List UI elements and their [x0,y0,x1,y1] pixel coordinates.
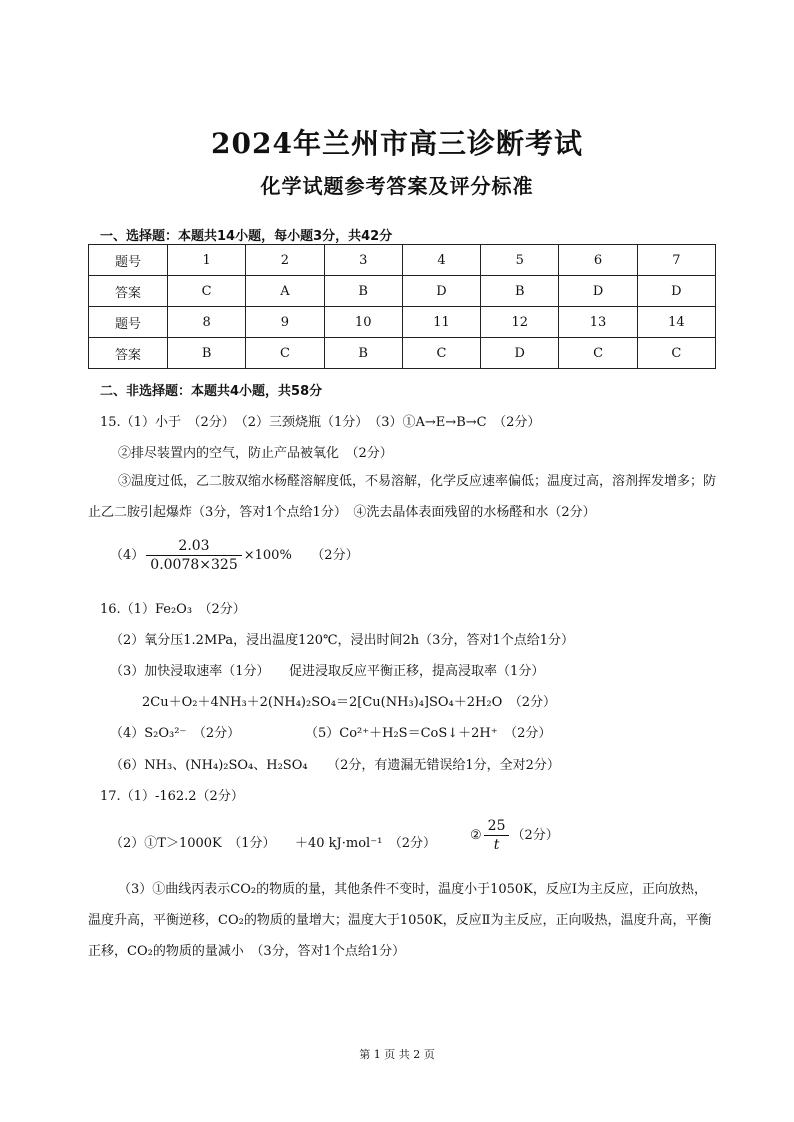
table-cell: B [481,276,559,307]
table-cell: 答案 [89,338,168,369]
table-cell: 2 [246,245,324,276]
q16-line4: 2Cu＋O₂＋4NH₃＋2(NH₄)₂SO₄＝2[Cu(NH₃)₄]SO₄＋2H₂O （2分） [142,695,557,710]
page-subtitle: 化学试题参考答案及评分标准 [260,174,534,198]
q16-line3: （3）加快浸取速率（1分） 促进浸取反应平衡正移，提高浸取率（1分） [110,664,545,679]
fraction-denominator: t [493,837,500,853]
q17-line2a: （2）①T＞1000K （1分） ＋40 kJ·mol⁻¹ （2分） [110,836,437,851]
table-cell: C [637,338,715,369]
table-cell: A [246,276,324,307]
fraction [146,538,241,573]
table-cell: 5 [481,245,559,276]
table-row [89,307,716,338]
table-cell: C [402,338,480,369]
table-cell: 题号 [89,245,168,276]
section1-heading: 一、选择题：本题共14小题，每小题3分，共42分 [100,229,393,244]
q15-line4-prefix: （4） [110,548,145,563]
table-cell: 7 [637,245,715,276]
table-cell: C [559,338,637,369]
q15-line3: ③温度过低，乙二胺双缩水杨醛溶解度低，不易溶解，化学反应速率偏低；温度过高，溶剂挥发增多；防止乙二胺引起爆炸（3分，答对1个点给1分） ④洗去晶体表面残留的水杨醛和水（2分） [88,474,717,520]
table-cell: B [324,338,402,369]
q16-line6: （6）NH₃、(NH₄)₂SO₄、H₂SO₄ （2分，有遗漏无错误给1分，全对2分） [110,758,560,773]
q17-line1: 17.（1）-162.2（2分） [100,789,244,804]
q17-line2b [470,818,559,853]
table-cell: 10 [324,307,402,338]
q16-line1: 16.（1）Fe₂O₃ （2分） [100,602,246,617]
q17-line2b-suffix: （2分） [511,828,559,843]
section2-heading: 二、非选择题：本题共4小题，共58分 [100,384,323,399]
table-cell: 8 [168,307,246,338]
table-cell: 6 [559,245,637,276]
table-row [89,276,716,307]
table-cell: D [559,276,637,307]
page-footer: 第 1 页 共 2 页 [359,1048,435,1061]
table-cell: B [324,276,402,307]
table-cell: 13 [559,307,637,338]
table-cell: 4 [402,245,480,276]
table-cell: C [246,338,324,369]
table-cell: 12 [481,307,559,338]
answer-table [88,244,716,369]
table-cell: C [168,276,246,307]
table-cell: 11 [402,307,480,338]
table-cell: 1 [168,245,246,276]
table-row [89,245,716,276]
table-cell: 题号 [89,307,168,338]
q15-line4-suffix: ×100% （2分） [243,548,359,563]
fraction [484,818,510,853]
q15-line1: 15.（1）小于 （2分） （2）三颈烧瓶（1分） （3）①A→E→B→C （2分） [100,415,541,430]
q16-line5b: （5）Co²⁺＋H₂S＝CoS↓＋2H⁺ （2分） [305,726,552,741]
q16-line5a: （4）S₂O₃²⁻ （2分） [110,726,241,741]
page-title: 2024年兰州市高三诊断考试 [211,127,583,160]
q16-line2: （2）氧分压1.2MPa，浸出温度120℃，浸出时间2h（3分，答对1个点给1分） [110,633,574,648]
fraction-denominator: 0.0078×325 [150,557,238,573]
fraction-numerator: 2.03 [146,538,241,556]
table-cell: 9 [246,307,324,338]
q17-line3: （3）①曲线丙表示CO₂的物质的量，其他条件不变时，温度小于1050K，反应Ⅰ为主反应，正向放热，温度升高，平衡逆移，CO₂的物质的量增大；温度大于1050K，反应Ⅱ为主反应，正向吸热，温度升高，平衡正移，CO₂的物质的量减小 （3分，答对1个点给1分） [88,882,712,959]
table-cell: D [481,338,559,369]
q17-line2b-prefix: ② [470,828,482,843]
table-cell: 答案 [89,276,168,307]
fraction-numerator: 25 [484,818,510,836]
table-cell: D [402,276,480,307]
table-cell: 14 [637,307,715,338]
table-cell: 3 [324,245,402,276]
q15-line2: ②排尽装置内的空气，防止产品被氧化 （2分） [118,446,393,461]
q15-line4 [110,538,359,573]
table-cell: D [637,276,715,307]
table-row [89,338,716,369]
table-cell: B [168,338,246,369]
